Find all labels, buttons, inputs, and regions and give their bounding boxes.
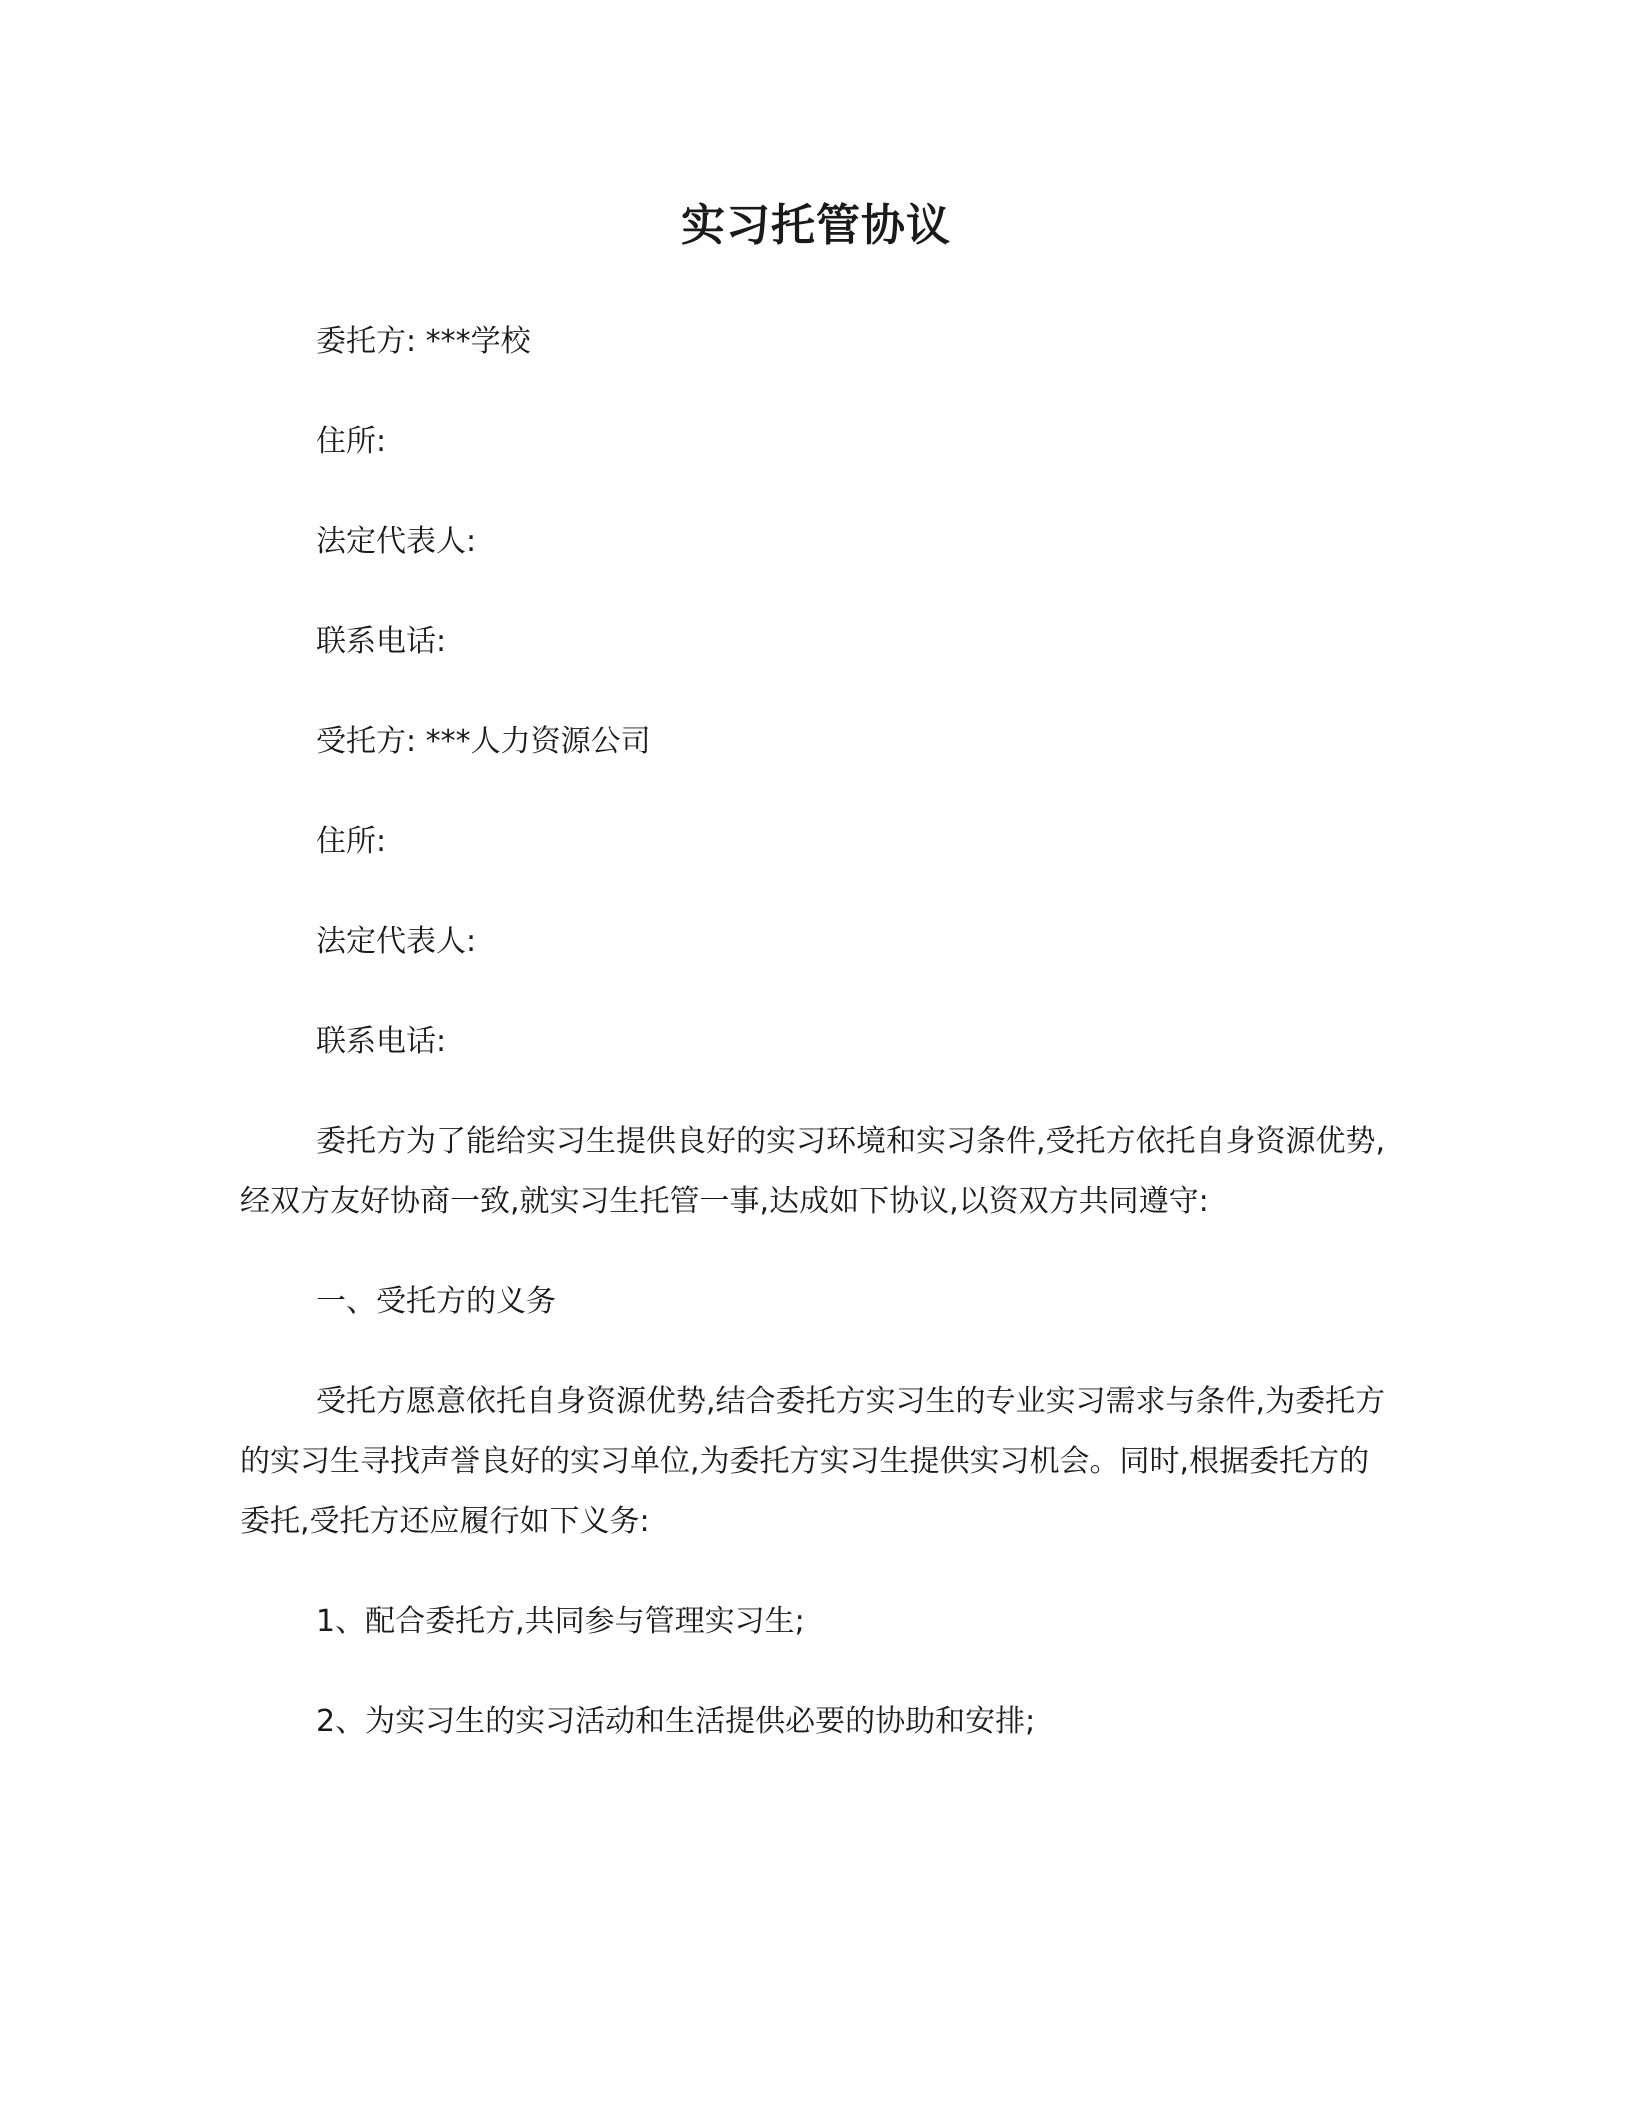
obligation-item-1: 1、配合委托方,共同参与管理实习生; [316,1604,805,1639]
intro-paragraph: 委托方为了能给实习生提供良好的实习环境和实习条件,受托方依托自身资源优势,经双方友好协商一致,就实习生托管一事,达成如下协议,以资双方共同遵守: [240,1124,1386,1219]
document-title: 实习托管协议 [681,200,951,251]
client-phone-label: 联系电话: [316,624,447,659]
trustee-representative-label: 法定代表人: [316,924,477,959]
client-address-label: 住所: [316,424,387,459]
trustee-address-label: 住所: [316,824,387,859]
obligation-item-2: 2、为实习生的实习活动和生活提供必要的协助和安排; [316,1704,1036,1739]
section1-paragraph: 受托方愿意依托自身资源优势,结合委托方实习生的专业实习需求与条件,为委托方的实习生寻找声誉良好的实习单位,为委托方实习生提供实习机会。同时,根据委托方的委托,受托方还应履行如下义务: [240,1384,1386,1539]
trustee-party-line: 受托方: ***人力资源公司 [316,724,651,759]
section1-heading: 一、受托方的义务 [316,1284,556,1319]
trustee-phone-label: 联系电话: [316,1024,447,1059]
client-representative-label: 法定代表人: [316,524,477,559]
client-party-line: 委托方: ***学校 [316,324,531,359]
